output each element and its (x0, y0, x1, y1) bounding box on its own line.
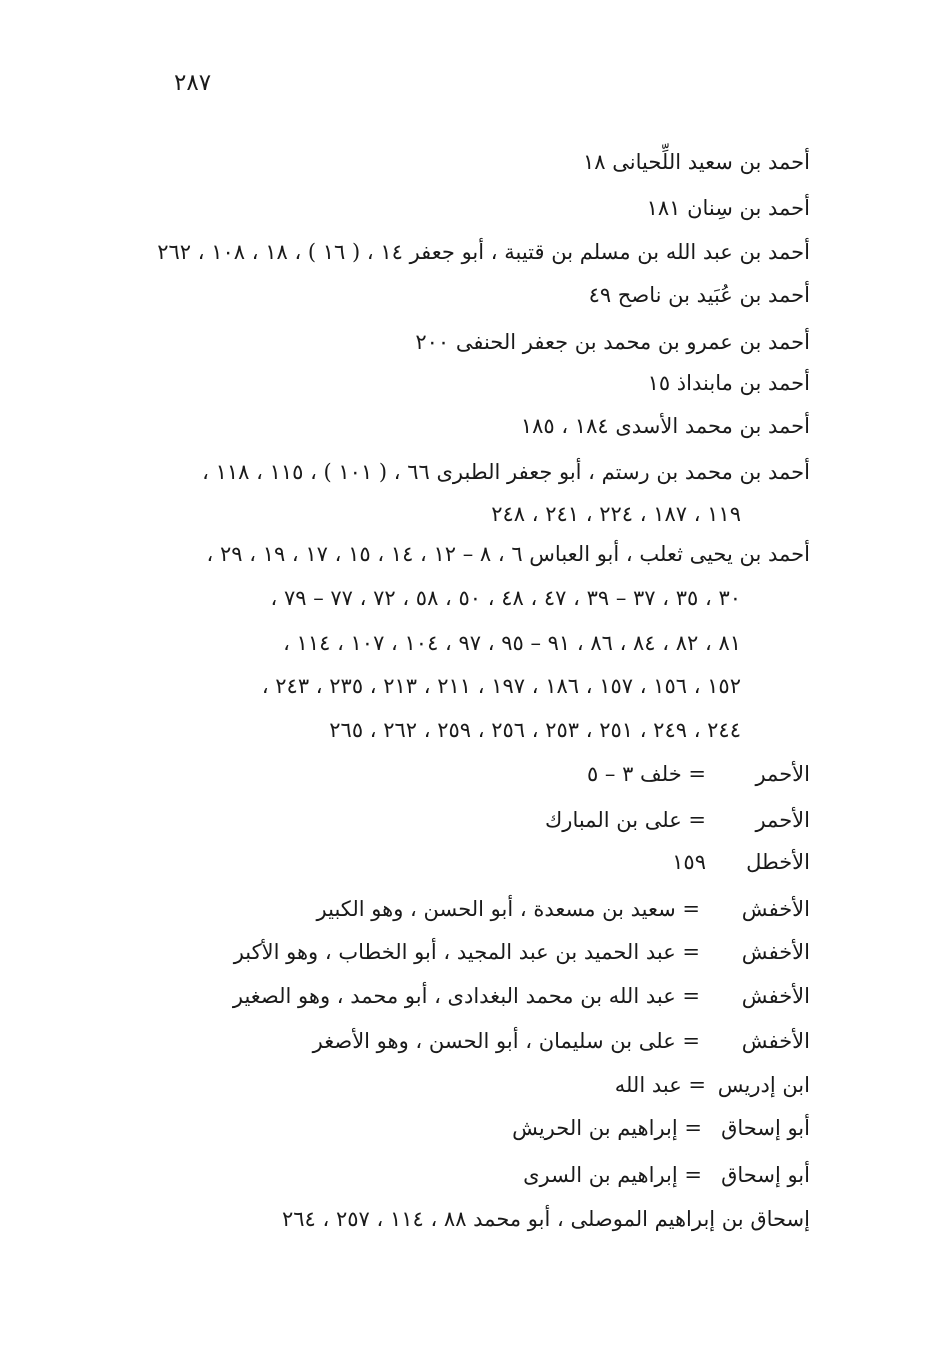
cross-reference-target: = عبد الله بن محمد البغدادى ، أبو محمد ، وهو الصغير (232, 984, 700, 1008)
index-entry: أحمد بن مابنداذ ١٥ (647, 371, 810, 395)
cross-reference-head: ابن إدريس (717, 1073, 810, 1097)
index-entry: أحمد بن سعيد اللِّحيانى ١٨ (583, 150, 810, 174)
cross-reference-head: الأخطل (746, 850, 810, 874)
cross-reference (317, 887, 810, 931)
cross-reference-target: = إبراهيم بن السرى (523, 1163, 702, 1187)
index-entry: أحمد بن محمد الأسدى ١٨٤ ، ١٨٥ (520, 414, 810, 438)
cross-reference-target: = سعيد بن مسعدة ، أبو الحسن ، وهو الكبير (316, 897, 700, 921)
index-entry: أحمد بن يحيى ثعلب ، أبو العباس ٦ ، ٨ – ١٢ ، ١٤ ، ١٥ ، ١٧ ، ١٩ ، ٢٩ ، (206, 542, 810, 566)
cross-reference-head: الأخفش (741, 940, 810, 964)
cross-reference-head: الأخفش (741, 897, 810, 921)
cross-reference-target: = عبد الله (614, 1073, 706, 1097)
cross-reference-target: = إبراهيم بن الحريش (512, 1116, 702, 1140)
cross-reference (233, 974, 810, 1018)
cross-reference (615, 1063, 810, 1107)
index-entry: أحمد بن سِنان ١٨١ (646, 196, 810, 220)
cross-reference-target: ١٥٩ (672, 850, 706, 874)
cross-reference-target: = على بن المبارك (545, 808, 706, 832)
index-entry-continuation: ١١٩ ، ١٨٧ ، ٢٢٤ ، ٢٤١ ، ٢٤٨ (491, 502, 741, 526)
cross-reference-head: الأخفش (741, 984, 810, 1008)
cross-reference-head: الأحمر (755, 762, 810, 786)
index-entry-continuation: ١٥٢ ، ١٥٦ ، ١٥٧ ، ١٨٦ ، ١٩٧ ، ٢١١ ، ٢١٣ ، ٢٣٥ ، ٢٤٣ ، (261, 674, 741, 698)
cross-reference (672, 840, 810, 884)
cross-reference (234, 930, 810, 974)
cross-reference-head: أبو إسحاق (721, 1116, 810, 1140)
cross-reference-head: أبو إسحاق (721, 1163, 810, 1187)
cross-reference (512, 1106, 810, 1150)
index-entry: أحمد بن عمرو بن محمد بن جعفر الحنفى ٢٠٠ (415, 330, 810, 354)
cross-reference-target: = على بن سليمان ، أبو الحسن ، وهو الأصغر (312, 1029, 700, 1053)
cross-reference-head: الأحمر (755, 808, 810, 832)
index-entry-continuation: ٣٠ ، ٣٥ ، ٣٧ – ٣٩ ، ٤٧ ، ٤٨ ، ٥٠ ، ٥٨ ، ٧٢ ، ٧٧ – ٧٩ ، (270, 586, 741, 610)
index-entry: إسحاق بن إبراهيم الموصلى ، أبو محمد ٨٨ ، ١١٤ ، ٢٥٧ ، ٢٦٤ (281, 1207, 810, 1231)
index-entry: أحمد بن عُبَيد بن ناصح ٤٩ (588, 283, 810, 307)
cross-reference (523, 1153, 810, 1197)
cross-reference (313, 1019, 810, 1063)
index-entry: أحمد بن عبد الله بن مسلم بن قتيبة ، أبو جعفر ١٤ ، ( ١٦ ) ، ١٨ ، ١٠٨ ، ٢٦٢ (157, 240, 810, 264)
page-number: ٢٨٧ (174, 70, 212, 96)
cross-reference (587, 752, 810, 796)
cross-reference (545, 798, 810, 842)
index-entry-continuation: ٨١ ، ٨٢ ، ٨٤ ، ٨٦ ، ٩١ – ٩٥ ، ٩٧ ، ١٠٤ ، ١٠٧ ، ١١٤ ، (283, 631, 741, 655)
index-entry: أحمد بن محمد بن رستم ، أبو جعفر الطبرى ٦٦ ، ( ١٠١ ) ، ١١٥ ، ١١٨ ، (202, 460, 810, 484)
cross-reference-target: = خلف ٣ – ٥ (586, 762, 706, 786)
cross-reference-head: الأخفش (741, 1029, 810, 1053)
cross-reference-target: = عبد الحميد بن عبد المجيد ، أبو الخطاب ، وهو الأكبر (233, 940, 700, 964)
index-entry-continuation: ٢٤٤ ، ٢٤٩ ، ٢٥١ ، ٢٥٣ ، ٢٥٦ ، ٢٥٩ ، ٢٦٢ ، ٢٦٥ (329, 718, 741, 742)
